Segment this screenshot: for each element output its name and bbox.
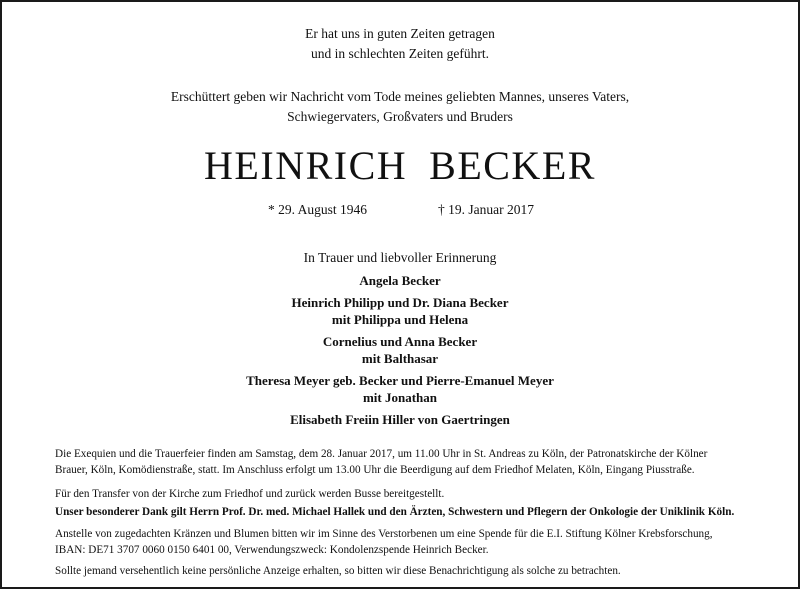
- deceased-first-name: HEINRICH: [204, 143, 408, 188]
- mourners-heading: In Trauer und liebvoller Erinnerung: [303, 250, 497, 265]
- mourner-line: Cornelius und Anna Becker: [322, 334, 478, 349]
- funeral-line: Brauer, Köln, Komödienstraße, statt. Im Anschluss erfolgt um 13.00 Uhr die Beerdigung auf dem Friedhof Melaten, Köln, Eingang Piusstraße.: [55, 463, 695, 476]
- donation-line: Anstelle von zugedachten Kränzen und Blumen bitten wir im Sinne des Verstorbenen um eine Spende für die E.I. Stiftung Kölner Krebsforschung,: [55, 528, 713, 540]
- mourner-group: [2, 372, 798, 406]
- verse-line: Er hat uns in guten Zeiten getragen: [305, 26, 495, 41]
- verse-line: und in schlechten Zeiten geführt.: [310, 46, 490, 61]
- death-date: † 19. Januar 2017: [438, 202, 534, 217]
- funeral-line: Die Exequien und die Trauerfeier finden am Samstag, dem 28. Januar 2017, um 11.00 Uhr in St. Andreas zu Köln, der Patronatskirche der Kölner: [55, 448, 708, 460]
- mourner-line: Angela Becker: [359, 273, 441, 288]
- birth-date: * 29. August 1946: [268, 202, 368, 217]
- thanks-note: Unser besonderer Dank gilt Herrn Prof. Dr. med. Michael Hallek und den Ärzten, Schwestern und Pflegern der Onkologie der Uniklinik Köln.: [55, 506, 735, 518]
- mourner-line: Elisabeth Freiin Hiller von Gaertringen: [290, 412, 510, 427]
- mourner-line: mit Jonathan: [362, 390, 438, 405]
- donation-note: [55, 527, 755, 558]
- verse: [2, 24, 798, 64]
- funeral-details: [55, 447, 755, 478]
- mourner-group: [2, 294, 798, 328]
- mourners-list: [2, 272, 798, 433]
- mourner-line: mit Philippa und Helena: [331, 312, 469, 327]
- mourner-line: Theresa Meyer geb. Becker und Pierre-Emanuel Meyer: [246, 373, 554, 388]
- announcement-intro: [2, 87, 798, 127]
- donation-line: IBAN: DE71 3707 0060 0150 6401 00, Verwendungszweck: Kondolenzspende Heinrich Becker.: [55, 543, 489, 556]
- mourner-group: [2, 333, 798, 367]
- transfer-note: Für den Transfer von der Kirche zum Friedhof und zurück werden Busse bereitgestellt.: [55, 488, 445, 500]
- intro-line: Schwiegervaters, Großvaters und Bruders: [287, 109, 513, 124]
- deceased-name: [2, 142, 798, 190]
- mourner-line: mit Balthasar: [361, 351, 439, 366]
- deceased-last-name: BECKER: [429, 143, 596, 188]
- intro-line: Erschüttert geben wir Nachricht vom Tode meines geliebten Mannes, unseres Vaters,: [170, 89, 630, 104]
- mourner-line: Heinrich Philipp und Dr. Diana Becker: [291, 295, 509, 310]
- closing-note: Sollte jemand versehentlich keine persönliche Anzeige erhalten, so bitten wir diese Benachrichtigung als solche zu betrachten.: [55, 565, 621, 577]
- mourner-group: [2, 411, 798, 428]
- mourner-group: [2, 272, 798, 289]
